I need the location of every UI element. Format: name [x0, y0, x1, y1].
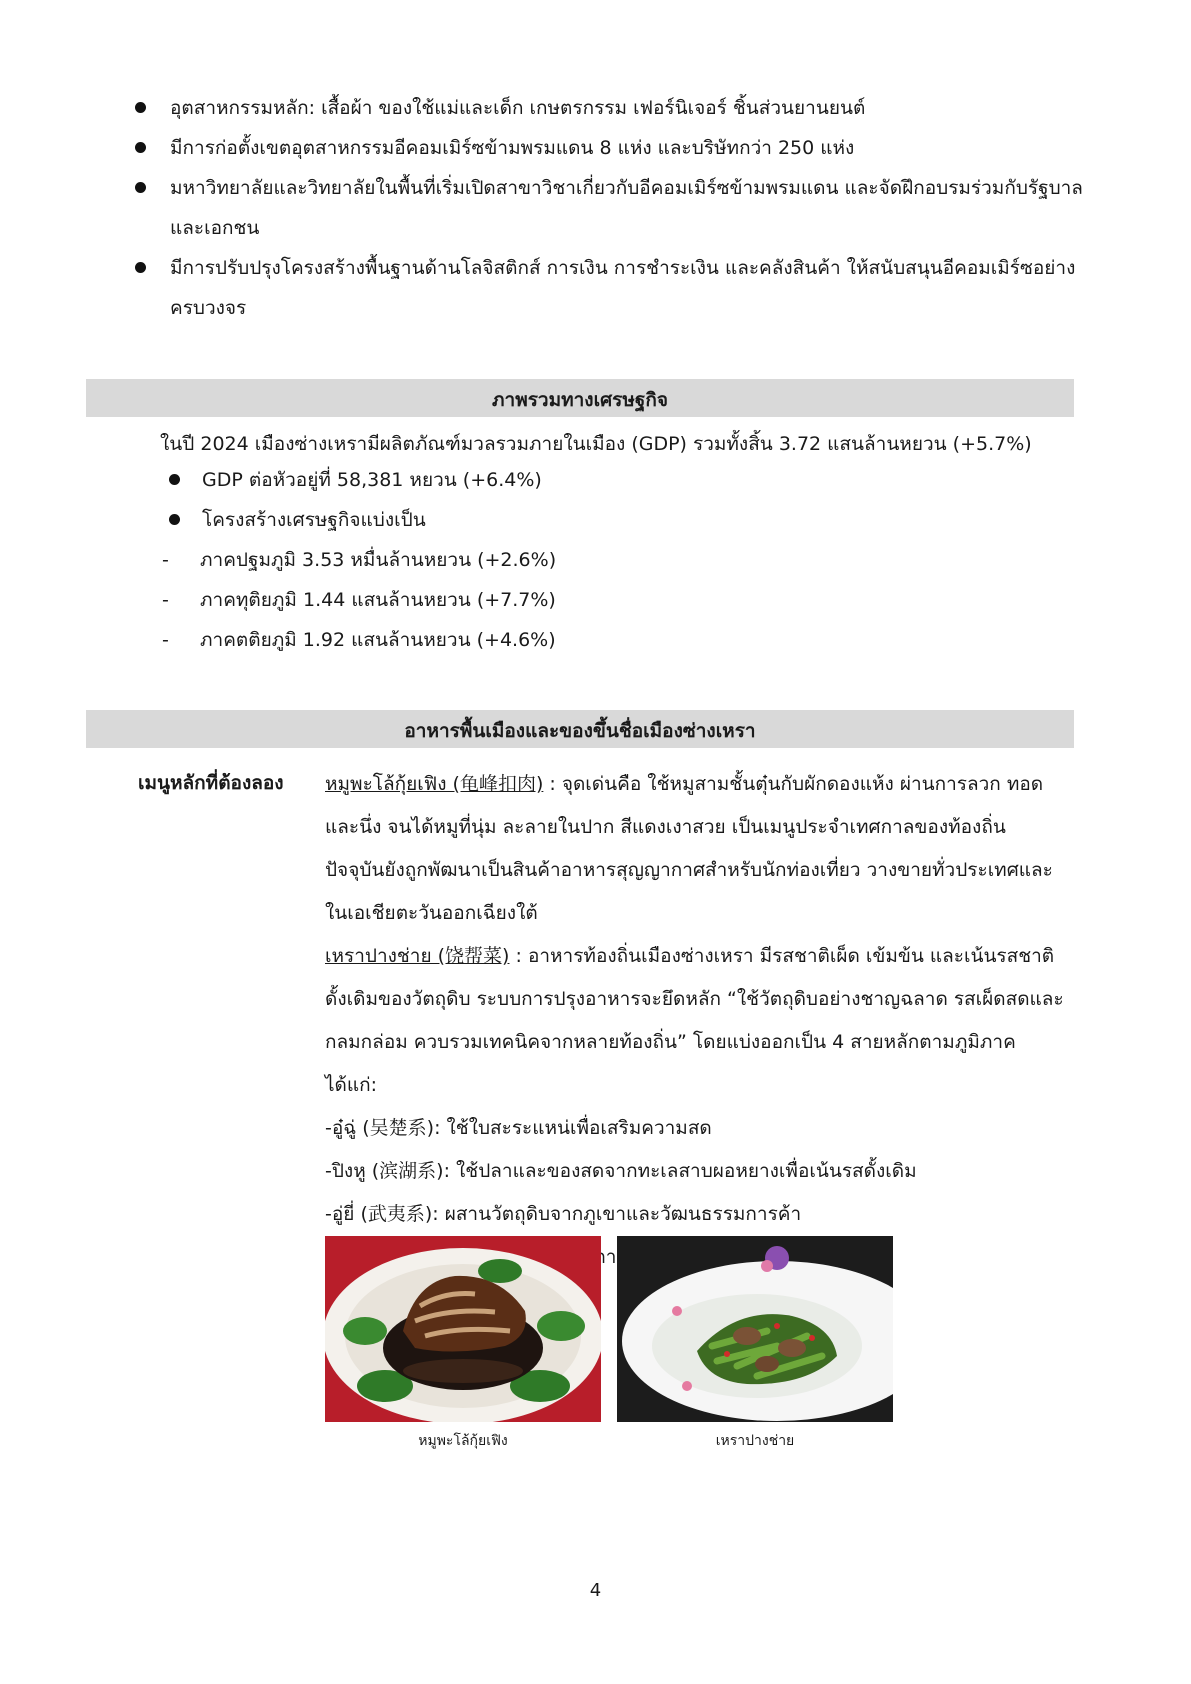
- cuisine-style: -ปิงหู (滨湖系): ใช้ปลาและของสดจากทะเลสาบผอหยางเพื่อเน้นรสดั้งเดิม: [325, 1160, 917, 1182]
- economy-bullet-list: [160, 460, 542, 540]
- bullet-text: มีการก่อตั้งเขตอุตสาหกรรมอีคอมเมิร์ซข้ามพรมแดน 8 แห่ง และบริษัทกว่า 250 แห่ง: [170, 137, 855, 159]
- raobang-dish-photo: [617, 1236, 893, 1422]
- braised-pork-photo: [325, 1236, 601, 1422]
- bullet-dot-icon: [135, 262, 146, 273]
- bullet-item: [130, 128, 1090, 168]
- economy-sector-list: [160, 540, 556, 660]
- sector-item: [160, 540, 556, 580]
- dash-marker: -: [162, 629, 169, 651]
- dish2-description: : อาหารท้องถิ่นเมืองซ่างเหรา มีรสชาติเผ็ด เข้มข้น และเน้นรสชาติดั้งเดิมของวัตถุดิบ ระบบการปรุงอาหารจะยึดหลัก “ใช้วัตถุดิบอย่างชาญฉลาด รสเผ็ดสดและกลมกล่อม ควบรวมเทคนิคจากหลายท้องถิ่น” โดยแบ่งออกเป็น 4 สายหลักตามภูมิภาค ได้แก่:: [325, 945, 1064, 1096]
- bullet-item: [160, 500, 542, 540]
- bullet-text: มีการปรับปรุงโครงสร้างพื้นฐานด้านโลจิสติกส์ การเงิน การชำระเงิน และคลังสินค้า ให้สนับสนุนอีคอมเมิร์ซอย่างครบวงจร: [170, 257, 1076, 319]
- raobang-dish-caption: เหราปางช่าย: [715, 1433, 795, 1449]
- sector-text: ภาคปฐมภูมิ 3.53 หมื่นล้านหยวน (+2.6%): [200, 549, 557, 571]
- dash-marker: -: [162, 589, 169, 611]
- cuisine-style: -อู่ยี่ (武夷系): ผสานวัตถุดิบจากภูเขาและวัฒนธรรมการค้า: [325, 1203, 802, 1225]
- dish2-name: เหราปางช่าย (饶帮菜): [325, 945, 510, 967]
- dish2-paragraph: [325, 935, 1065, 1107]
- must-try-menu-label: เมนูหลักที่ต้องลอง: [138, 772, 284, 794]
- bullet-text: โครงสร้างเศรษฐกิจแบ่งเป็น: [202, 509, 426, 531]
- economy-intro: ในปี 2024 เมืองซ่างเหรามีผลิตภัณฑ์มวลรวมภายในเมือง (GDP) รวมทั้งสิ้น 3.72 แสนล้านหยวน (+5.7%): [160, 433, 1032, 455]
- sector-item: [160, 620, 556, 660]
- food-section-heading: อาหารพื้นเมืองและของขึ้นชื่อเมืองซ่างเหรา: [86, 710, 1074, 748]
- bullet-dot-icon: [135, 102, 146, 113]
- bullet-item: [130, 168, 1090, 248]
- braised-pork-caption: หมูพะโล้กุ้ยเฟิง: [418, 1433, 508, 1449]
- cuisine-style: สืบทอดเทคนิคการนึ่งของอาหาร: [476, 1246, 739, 1268]
- food-description: [325, 763, 1065, 1279]
- bullet-dot-icon: [135, 182, 146, 193]
- sector-text: ภาคทุติยภูมิ 1.44 แสนล้านหยวน (+7.7%): [200, 589, 556, 611]
- sector-item: [160, 580, 556, 620]
- bullet-text: GDP ต่อหัวอยู่ที่ 58,381 หยวน (+6.4%): [202, 469, 542, 491]
- bullet-item: [130, 88, 1090, 128]
- industry-bullet-list: [130, 88, 1090, 328]
- dash-marker: -: [162, 549, 169, 571]
- page-number: 4: [589, 1580, 602, 1601]
- dish1-paragraph: [325, 763, 1065, 935]
- dish1-description: : จุดเด่นคือ ใช้หมูสามชั้นตุ๋นกับผักดองแห้ง ผ่านการลวก ทอด และนึ่ง จนได้หมูที่นุ่ม ละลายในปาก สีแดงเงาสวย เป็นเมนูประจำเทศกาลของท้องถิ่น ปัจจุบันยังถูกพัฒนาเป็นสินค้าอาหารสุญญากาศสำหรับนักท่องเที่ยว วางขายทั่วประเทศและในเอเชียตะวันออกเฉียงใต้: [325, 773, 1053, 924]
- bullet-item: [130, 248, 1090, 328]
- bullet-dot-icon: [169, 474, 180, 485]
- cuisine-style: -อู๋ฉู่ (吴楚系): ใช้ใบสะระแหน่เพื่อเสริมความสด: [325, 1117, 712, 1139]
- dish1-name: หมูพะโล้กุ้ยเฟิง (龟峰扣肉): [325, 773, 544, 795]
- braised-pork-image: [325, 1236, 601, 1422]
- bullet-text: อุตสาหกรรมหลัก: เสื้อผ้า ของใช้แม่และเด็ก เกษตรกรรม เฟอร์นิเจอร์ ชิ้นส่วนยานยนต์: [170, 97, 866, 119]
- bullet-dot-icon: [135, 142, 146, 153]
- raobang-dish-image: [617, 1236, 893, 1422]
- bullet-text: มหาวิทยาลัยและวิทยาลัยในพื้นที่เริ่มเปิดสาขาวิชาเกี่ยวกับอีคอมเมิร์ซข้ามพรมแดน และจัดฝึกอบรมร่วมกับรัฐบาลและเอกชน: [170, 177, 1083, 239]
- sector-text: ภาคตติยภูมิ 1.92 แสนล้านหยวน (+4.6%): [200, 629, 556, 651]
- economy-section-heading: ภาพรวมทางเศรษฐกิจ: [86, 379, 1074, 417]
- bullet-dot-icon: [169, 514, 180, 525]
- bullet-item: [160, 460, 542, 500]
